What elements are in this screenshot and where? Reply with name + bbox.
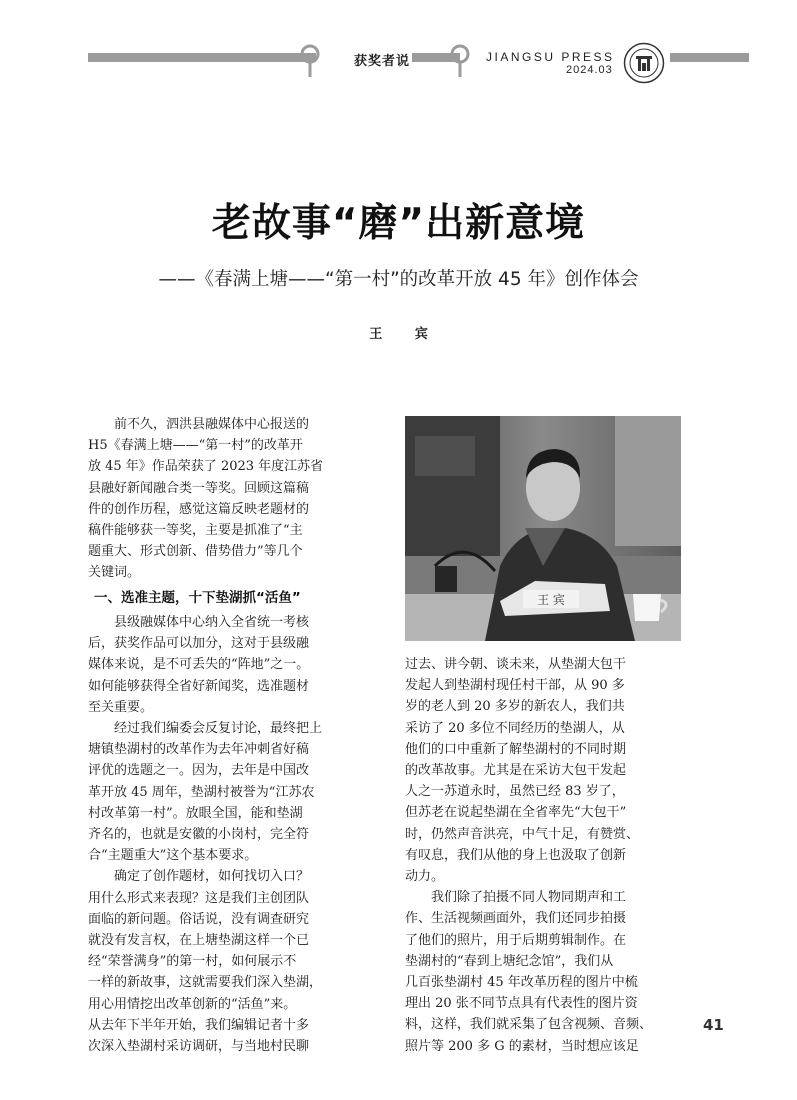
text-line: 理出 20 张不同节点具有代表性的图片资 (405, 996, 638, 1012)
pin-icon (300, 44, 320, 78)
body-column-left (88, 612, 370, 1057)
photo-illustration (405, 416, 681, 641)
header-bar-left (88, 53, 316, 62)
text-line: H5《春满上塘——“第一村”的改革开 (88, 438, 303, 454)
text-line: 关键词。 (88, 565, 141, 581)
text-line: 就没有发言权，在上塘垫湖这样一个已 (88, 933, 310, 949)
text-line: 前不久，泗洪县融媒体中心报送的 (114, 417, 310, 432)
text-line: 用心用情挖出改革创新的“活鱼”来。 (88, 996, 297, 1012)
text-line: 照片等 200 多 G 的素材，当时想应该足 (405, 1038, 639, 1054)
text-line: 至关重要。 (88, 699, 154, 715)
text-line: 面临的新问题。俗话说，没有调查研究 (88, 911, 310, 927)
text-line: 一样的新故事，这就需要我们深入垫湖， (88, 975, 323, 991)
text-line: 媒体来说，是不可丢失的“阵地”之一。 (88, 657, 310, 673)
section-heading: 一、选准主题，十下垫湖抓“活鱼” (94, 590, 301, 606)
press-logo-icon (623, 42, 665, 84)
text-line: 人之一苏道永时，虽然已经 83 岁了， (405, 784, 625, 800)
text-line: 用什么形式来表现？这是我们主创团队 (88, 890, 310, 906)
article-title: 老故事“磨”出新意境 (211, 201, 586, 246)
text-line: 齐名的，也就是安徽的小岗村，完全符 (88, 827, 310, 843)
issue-date: 2024.03 (566, 64, 613, 76)
text-line: 有叹息，我们从他的身上也汲取了创新 (405, 847, 627, 863)
text-line: 题重大、形式创新、借势借力”等几个 (88, 544, 303, 560)
text-line: 经过我们编委会反复讨论，最终把上 (114, 721, 323, 737)
text-line: 岁的老人到 20 多岁的新农人，我们共 (405, 699, 625, 715)
text-line: 了他们的照片，用于后期剪辑制作。在 (405, 932, 627, 948)
text-line: 确定了创作题材，如何找切入口？ (114, 869, 310, 885)
text-line: 次深入垫湖村采访调研，与当地村民聊 (88, 1039, 310, 1055)
text-line: 革开放 45 周年，垫湖村被誉为“江苏农 (88, 784, 315, 800)
text-line: 过去、讲今朝、谈未来，从垫湖大包干 (405, 657, 627, 672)
text-line: 县融好新闻融合类一等奖。回顾这篇稿 (88, 480, 310, 496)
article-author: 王 宾 (369, 327, 442, 342)
desk-sign-text: 王 宾 (537, 593, 565, 607)
text-line: 县级融媒体中心纳入全省统一考核 (114, 615, 310, 630)
text-line: 时，仍然声音洪亮，中气十足，有赞赏、 (405, 826, 640, 842)
text-line: 如何能够获得全省好新闻奖，选准题材 (88, 678, 310, 694)
author-photo (405, 416, 681, 641)
text-line: 后，获奖作品可以加分，这对于县级融 (88, 636, 310, 652)
text-line: 村改革第一村”。放眼全国，能和垫湖 (88, 805, 303, 821)
pin-icon (450, 44, 470, 78)
section-title: 获奖者说 (354, 54, 411, 69)
text-line: 从去年下半年开始，我们编辑记者十多 (88, 1017, 310, 1033)
text-line: 经“荣誉满身”的第一村，如何展示不 (88, 954, 297, 970)
intro-paragraph (88, 414, 370, 584)
header-bar-right (670, 53, 749, 62)
text-line: 评优的选题之一。因为，去年是中国改 (88, 763, 310, 779)
article-subtitle: ——《春满上塘——“第一村”的改革开放 45 年》创作体会 (158, 269, 639, 290)
text-line: 但苏老在说起垫湖在全省率先“大包干” (405, 805, 627, 821)
text-line: 稿件能够获一等奖，主要是抓准了“主 (88, 523, 303, 539)
body-column-right (405, 654, 681, 1057)
text-line: 塘镇垫湖村的改革作为去年冲刺省好稿 (88, 742, 310, 758)
text-line: 采访了 20 多位不同经历的垫湖人，从 (405, 720, 625, 736)
text-line: 料，这样，我们就采集了包含视频、音频、 (405, 1017, 653, 1033)
text-line: 他们的口中重新了解垫湖村的不同时期 (405, 741, 627, 757)
text-line: 动力。 (405, 869, 445, 885)
text-line: 垫湖村的“春到上塘纪念馆”，我们从 (405, 953, 614, 969)
text-line: 合“主题重大”这个基本要求。 (88, 848, 258, 864)
text-line: 件的创作历程，感觉这篇反映老题材的 (88, 501, 310, 517)
press-name: JIANGSU PRESS (486, 50, 615, 64)
text-line: 的改革故事。尤其是在采访大包干发起 (405, 763, 627, 779)
text-line: 作、生活视频画面外，我们还同步拍摄 (405, 911, 627, 927)
text-line: 几百张垫湖村 45 年改革历程的图片中梳 (405, 975, 638, 991)
page-number: 41 (703, 1016, 724, 1034)
text-line: 我们除了拍摄不同人物同期声和工 (431, 890, 627, 906)
text-line: 发起人到垫湖村现任村干部，从 90 多 (405, 678, 625, 694)
text-line: 放 45 年》作品荣获了 2023 年度江苏省 (88, 459, 324, 475)
